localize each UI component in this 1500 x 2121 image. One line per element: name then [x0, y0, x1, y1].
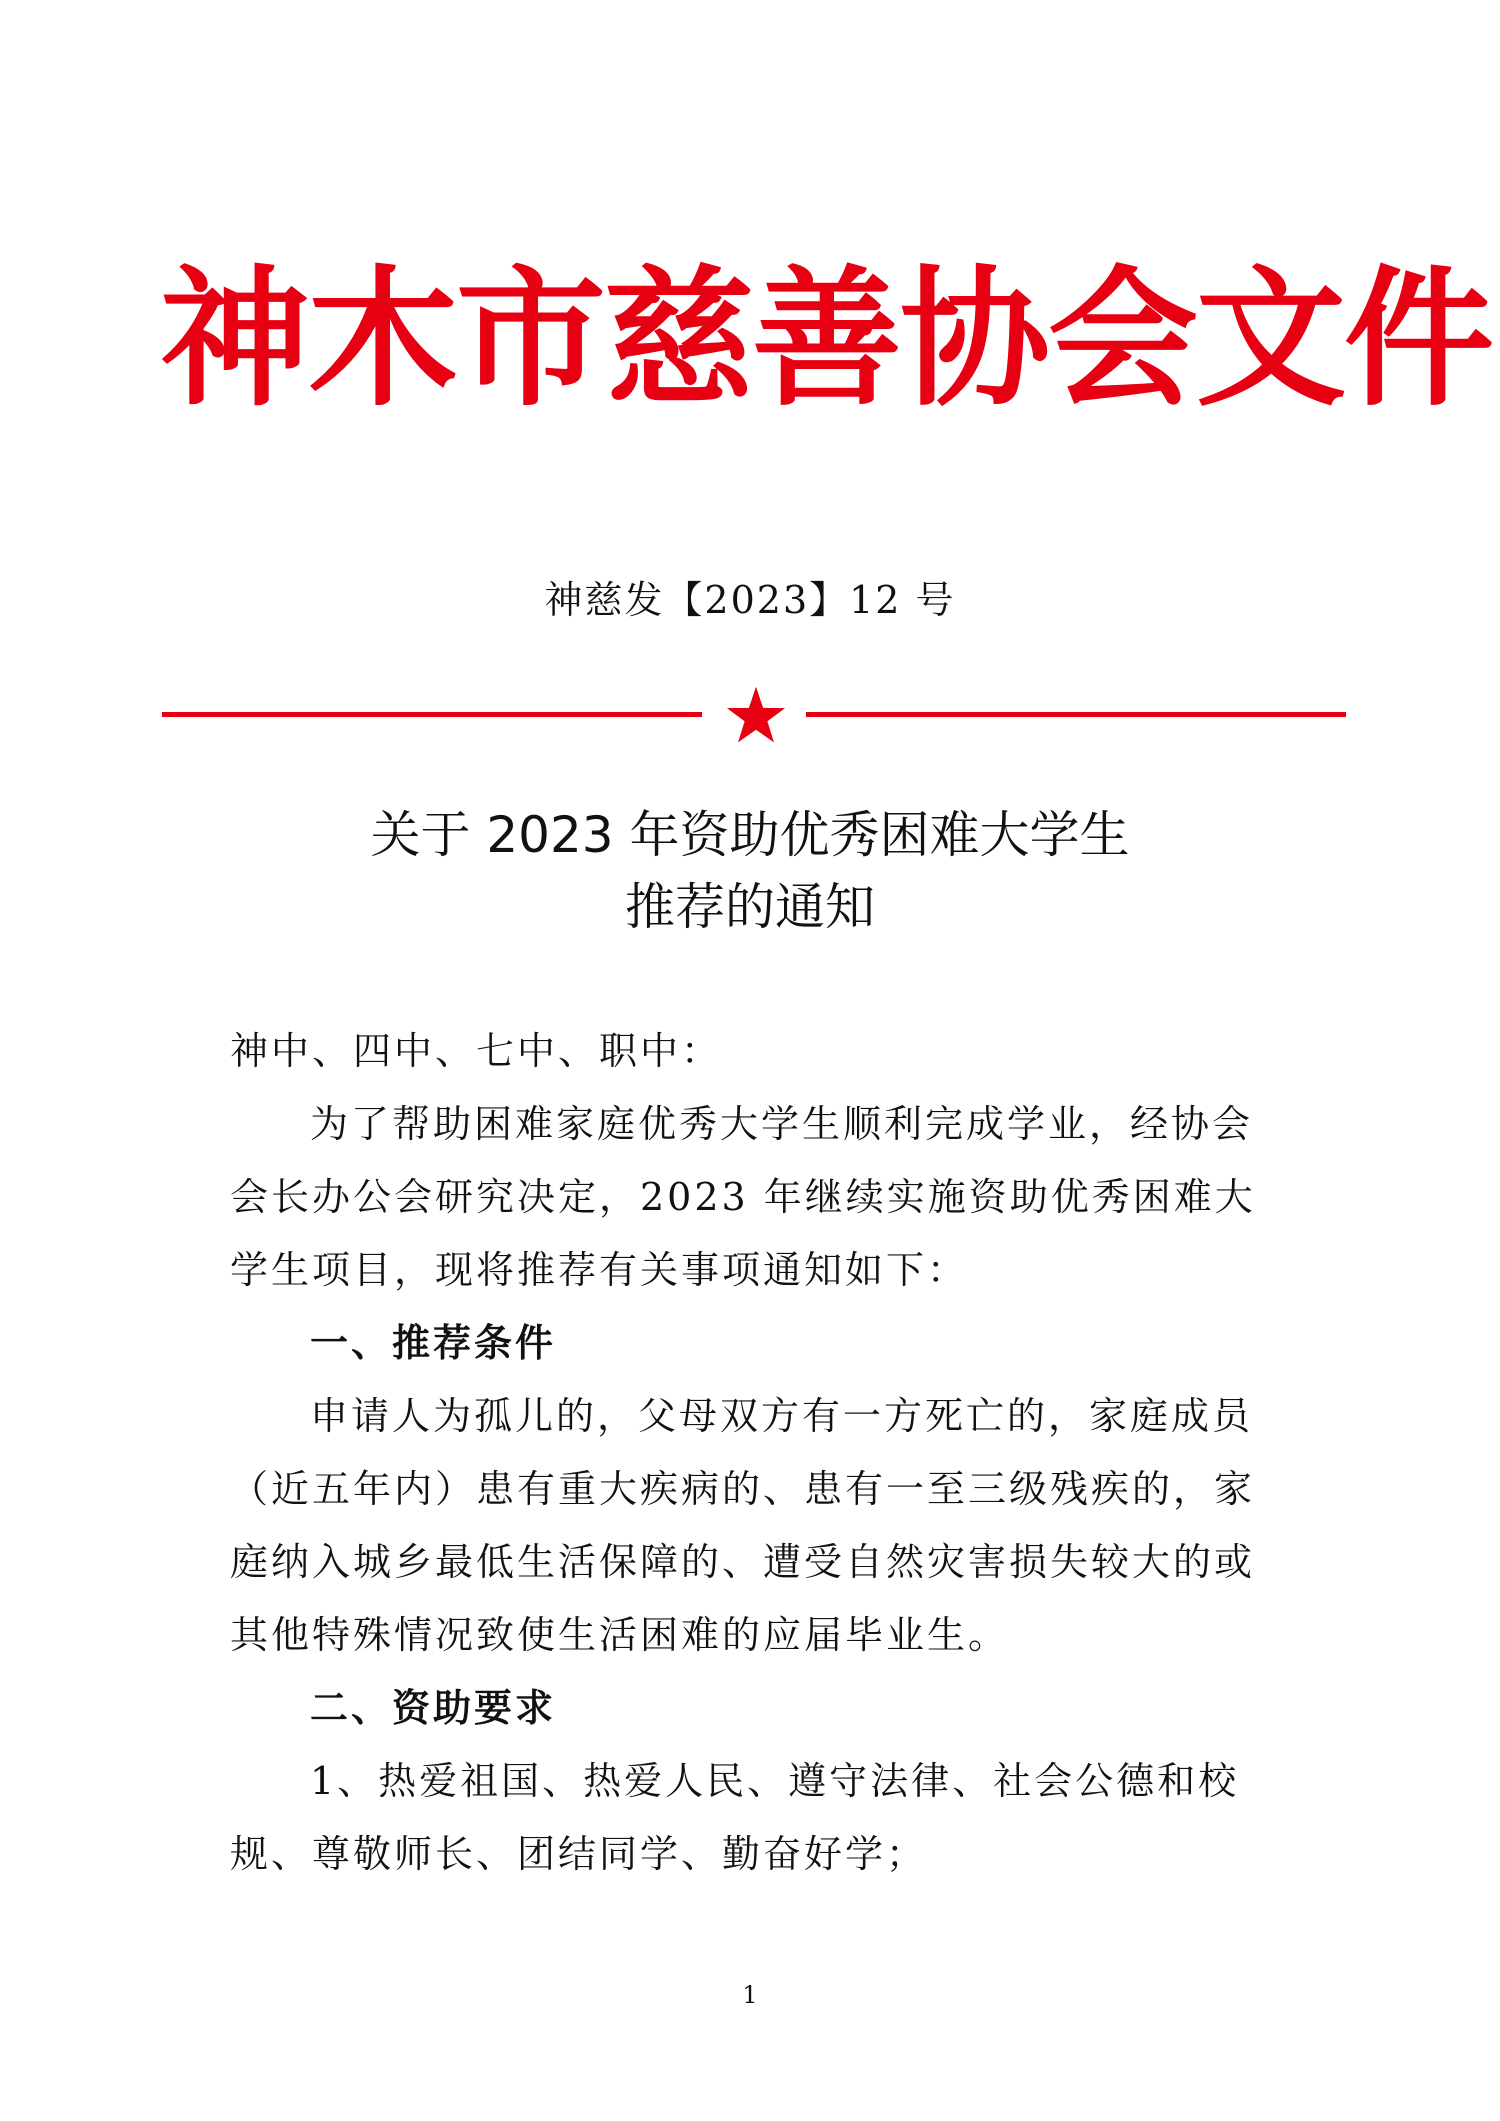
- notice-title-line-2: 推荐的通知: [625, 878, 875, 936]
- section-heading-requirements: 二、资助要求: [310, 1686, 557, 1730]
- notice-body: [230, 1015, 1280, 1891]
- masthead-title: 神木市慈善协会文件: [160, 253, 1493, 427]
- recipients: 神中、四中、七中、职中：: [230, 1029, 723, 1073]
- conditions-paragraph: 申请人为孤儿的，父母双方有一方死亡的，家庭成员（近五年内）患有重大疾病的、患有一至三级残疾的，家庭纳入城乡最低生活保障的、遭受自然灾害损失较大的或其他特殊情况致使生活困难的应届毕业生。: [230, 1394, 1256, 1657]
- section-heading-conditions: 一、推荐条件: [310, 1321, 557, 1365]
- red-divider-right: [806, 712, 1346, 717]
- requirement-item-1: 1、热爱祖国、热爱人民、遵守法律、社会公德和校规、尊敬师长、团结同学、勤奋好学；: [230, 1759, 1240, 1876]
- notice-title-line-1: 关于 2023 年资助优秀困难大学生: [370, 806, 1130, 864]
- star-icon: [726, 685, 786, 745]
- intro-paragraph: 为了帮助困难家庭优秀大学生顺利完成学业，经协会会长办公会研究决定，2023 年继续实施资助优秀困难大学生项目，现将推荐有关事项通知如下：: [230, 1102, 1256, 1292]
- document-number: 神慈发【2023】12 号: [544, 578, 956, 622]
- page-number: 1: [742, 1981, 758, 2009]
- red-divider-left: [162, 712, 702, 717]
